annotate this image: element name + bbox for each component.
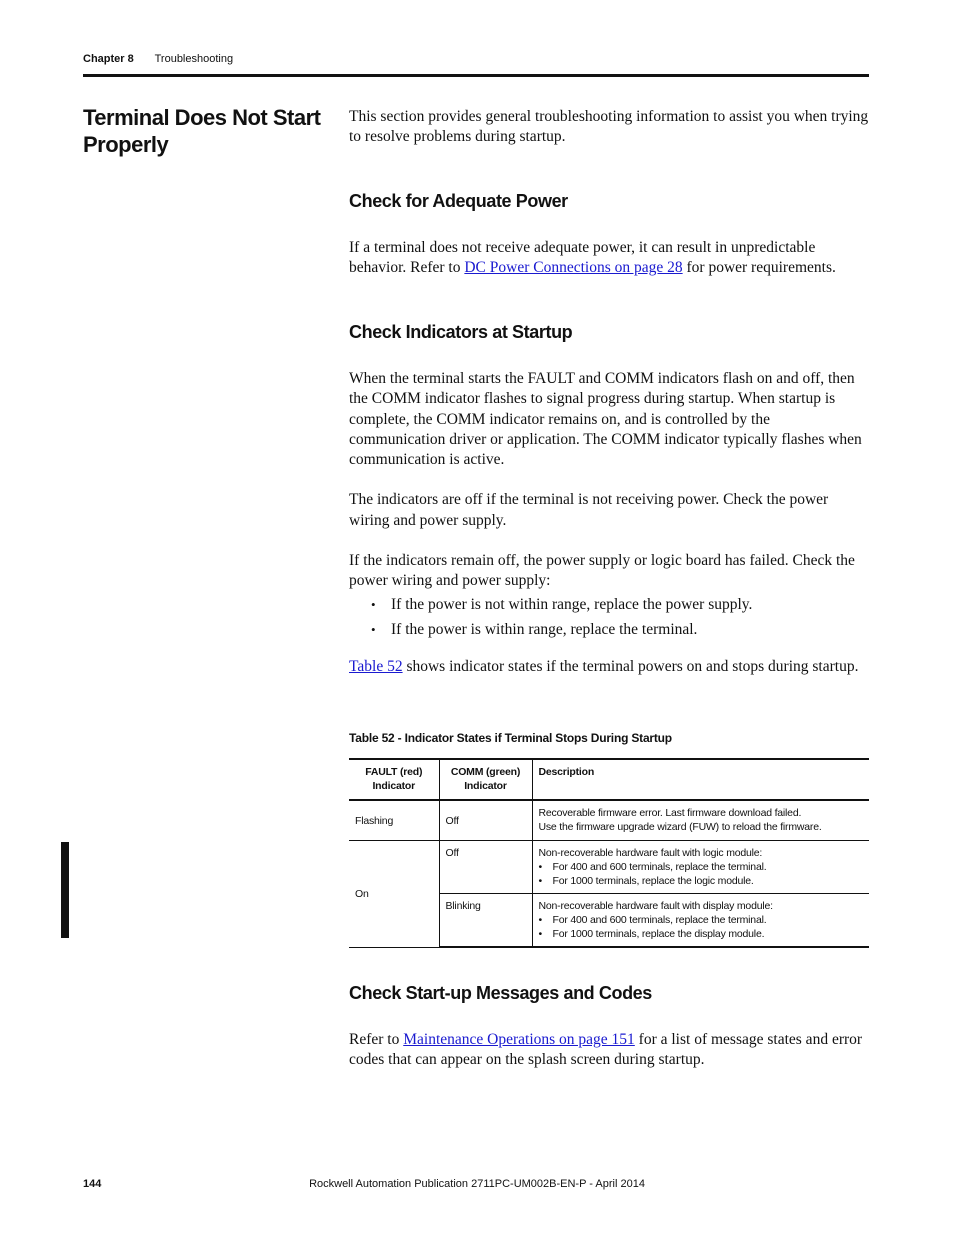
indicator-states-table [349,758,869,948]
power-paragraph [349,238,869,279]
footer-publication: Rockwell Automation Publication 2711PC-UM002B-EN-P - April 2014 [309,1178,645,1190]
indicators-section [349,322,869,343]
chapter-label: Chapter 8 [83,53,134,65]
intro-paragraph: This section provides general troubleshooting information to assist you when trying to resolve problems during startup. [349,108,869,146]
power-text: If a terminal does not receive adequate power, it can result in unpredictable behavior. Refer to [349,239,816,277]
column-header-comm: COMM (green) Indicator [439,759,532,800]
fault-cell: On [349,841,439,948]
power-section [349,191,869,212]
header-rule [83,74,869,77]
fault-cell: Flashing [349,800,439,841]
maintenance-operations-link[interactable]: Maintenance Operations on page 151 [403,1031,635,1048]
messages-paragraph-block [349,1030,869,1071]
description-cell [532,894,869,948]
power-text-after: for power requirements. [682,259,836,277]
table-caption-block [349,731,869,745]
table-row [349,800,869,841]
power-paragraph-block [349,238,869,279]
page-number: 144 [83,1178,102,1190]
running-header [83,53,233,65]
messages-section [349,983,869,1004]
indicators-body [349,369,869,677]
intro-block [349,107,869,148]
description-line: Recoverable firmware error. Last firmware download failed. [538,807,802,819]
description-cell [532,800,869,841]
description-intro: Non-recoverable hardware fault with logic module: [538,847,763,859]
table-52-link[interactable]: Table 52 [349,657,403,675]
column-header-description: Description [532,759,869,800]
power-heading: Check for Adequate Power [349,191,568,211]
messages-heading: Check Start-up Messages and Codes [349,983,652,1003]
list-item: • If the power is not within range, replace the power supply. [349,592,869,617]
list-item: • If the power is within range, replace the terminal. [349,617,869,642]
table-header-row [349,759,869,800]
column-header-fault: FAULT (red) Indicator [349,759,439,800]
list-item: • For 1000 terminals, replace the logic module. [539,874,864,888]
messages-paragraph [349,1030,869,1071]
comm-cell: Off [439,800,532,841]
comm-cell: Blinking [439,894,532,948]
table-ref-text: shows indicator states if the terminal powers on and stops during startup. [402,657,859,675]
page-title: Terminal Does Not Start Properly [83,105,321,157]
change-bar [61,842,69,938]
list-item: • For 400 and 600 terminals, replace the terminal. [539,860,864,874]
description-cell [532,841,869,894]
messages-text: Refer to [349,1031,404,1048]
indicators-paragraph-4 [349,657,869,677]
list-item: • For 400 and 600 terminals, replace the terminal. [539,913,864,927]
description-line: Use the firmware upgrade wizard (FUW) to reload the firmware. [538,821,822,833]
indicators-paragraph-1: When the terminal starts the FAULT and COMM indicators flash on and off, then the COMM indicator flashes to signal progress during startup. When startup is complete, the COMM indicator remains on, and is controlled by the communication driver or application. The COMM indicator typically flashes when communication is active. [349,370,862,469]
section-label: Troubleshooting [154,53,234,65]
messages-text-after: for a list of message states and error codes that can appear on the splash screen during startup. [349,1031,863,1069]
indicators-paragraph-2: The indicators are off if the terminal is not receiving power. Check the power wiring and power supply. [349,491,829,529]
table-row [349,841,869,894]
indicators-bullet-list [349,592,869,642]
indicators-paragraph-3: If the indicators remain off, the power supply or logic board has failed. Check the power wiring and power supply: [349,552,855,590]
indicators-heading: Check Indicators at Startup [349,322,573,342]
description-intro: Non-recoverable hardware fault with display module: [538,900,773,912]
description-bullets [539,860,864,888]
dc-power-link[interactable]: DC Power Connections on page 28 [464,259,683,277]
table-caption: Table 52 - Indicator States if Terminal Stops During Startup [349,731,672,745]
description-bullets [539,913,864,941]
comm-cell: Off [439,841,532,894]
list-item: • For 1000 terminals, replace the display module. [539,927,864,941]
